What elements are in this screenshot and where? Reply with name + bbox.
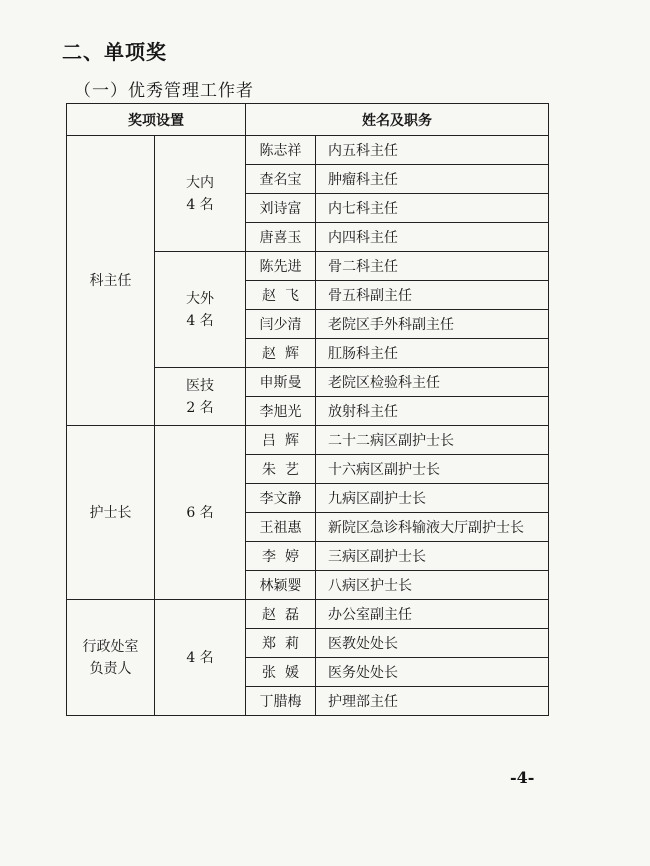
- person-name: 申斯曼: [246, 368, 316, 397]
- person-position: 骨五科副主任: [316, 281, 549, 310]
- page-number: -4-: [510, 768, 535, 787]
- person-position: 八病区护士长: [316, 571, 549, 600]
- person-name: 查名宝: [246, 165, 316, 194]
- person-name: 李旭光: [246, 397, 316, 426]
- category-label: 科主任: [89, 272, 132, 289]
- quota-label: 4 名: [186, 312, 214, 329]
- person-name: 赵 磊: [246, 600, 316, 629]
- person-name: 丁腊梅: [246, 687, 316, 716]
- category-cell: [67, 600, 155, 716]
- table-row: [67, 136, 549, 165]
- person-name: 李文静: [246, 484, 316, 513]
- person-name: 赵 飞: [246, 281, 316, 310]
- header-name-position: 姓名及职务: [246, 104, 549, 136]
- person-position: 内四科主任: [316, 223, 549, 252]
- quota-cell: [155, 426, 246, 600]
- quota-label: 4 名: [186, 196, 214, 213]
- person-position: 二十二病区副护士长: [316, 426, 549, 455]
- person-position: 医教处处长: [316, 629, 549, 658]
- quota-label: 2 名: [186, 399, 214, 416]
- quota-cell: [155, 368, 246, 426]
- person-name: 赵 辉: [246, 339, 316, 368]
- person-name: 郑 莉: [246, 629, 316, 658]
- quota-cell: [155, 136, 246, 252]
- award-table: [66, 103, 549, 716]
- table-header-row: [67, 104, 549, 136]
- person-name: 李 婷: [246, 542, 316, 571]
- quota-label: 4 名: [186, 649, 214, 666]
- person-name: 林颖婴: [246, 571, 316, 600]
- person-position: 三病区副护士长: [316, 542, 549, 571]
- table-row: [67, 600, 549, 629]
- person-name: 张 媛: [246, 658, 316, 687]
- category-label: 行政处室: [82, 638, 139, 655]
- category-cell: [67, 136, 155, 426]
- person-position: 老院区手外科副主任: [316, 310, 549, 339]
- header-award-setting: 奖项设置: [67, 104, 246, 136]
- subsection-title: （一）优秀管理工作者: [74, 81, 254, 101]
- person-position: 十六病区副护士长: [316, 455, 549, 484]
- person-name: 陈先进: [246, 252, 316, 281]
- person-name: 刘诗富: [246, 194, 316, 223]
- person-name: 陈志祥: [246, 136, 316, 165]
- person-position: 内五科主任: [316, 136, 549, 165]
- quota-cell: [155, 600, 246, 716]
- person-name: 唐喜玉: [246, 223, 316, 252]
- person-position: 肛肠科主任: [316, 339, 549, 368]
- person-position: 肿瘤科主任: [316, 165, 549, 194]
- category-label: 负责人: [89, 660, 132, 677]
- person-name: 吕 辉: [246, 426, 316, 455]
- category-cell: [67, 426, 155, 600]
- person-position: 护理部主任: [316, 687, 549, 716]
- quota-label: 大内: [186, 174, 214, 191]
- person-name: 朱 艺: [246, 455, 316, 484]
- table-row: [67, 426, 549, 455]
- category-label: 护士长: [89, 504, 132, 521]
- person-position: 医务处处长: [316, 658, 549, 687]
- quota-label: 医技: [186, 377, 214, 394]
- person-name: 王祖惠: [246, 513, 316, 542]
- person-position: 新院区急诊科输液大厅副护士长: [316, 513, 549, 542]
- person-position: 内七科主任: [316, 194, 549, 223]
- person-position: 放射科主任: [316, 397, 549, 426]
- quota-label: 6 名: [186, 504, 214, 521]
- quota-label: 大外: [186, 290, 214, 307]
- quota-cell: [155, 252, 246, 368]
- section-title: 二、单项奖: [62, 40, 167, 64]
- person-position: 九病区副护士长: [316, 484, 549, 513]
- person-position: 老院区检验科主任: [316, 368, 549, 397]
- person-position: 办公室副主任: [316, 600, 549, 629]
- person-position: 骨二科主任: [316, 252, 549, 281]
- person-name: 闫少清: [246, 310, 316, 339]
